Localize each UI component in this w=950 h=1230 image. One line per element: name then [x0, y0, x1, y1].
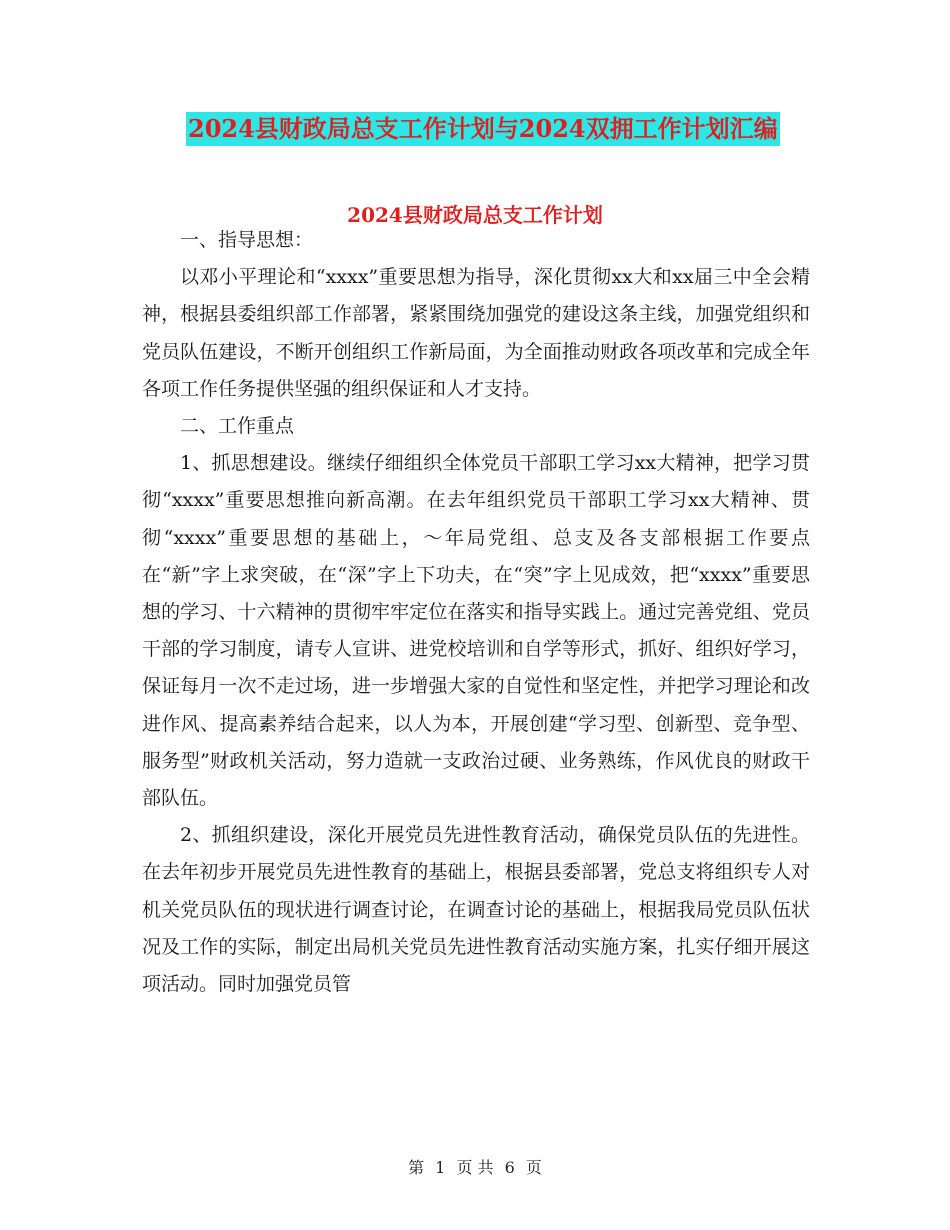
section-title: 2024县财政局总支工作计划 [347, 203, 603, 227]
footer-total-pages: 6 [504, 1158, 515, 1177]
heading-guiding-ideology: 一、指导思想： [180, 229, 314, 251]
footer-middle: 页 共 [456, 1158, 494, 1177]
document-body [142, 222, 810, 1003]
paragraph-guiding-ideology: 以邓小平理论和“xxxx”重要思想为指导，深化贯彻xx大和xx届三中全会精神，根据县委组织部工作部署，紧紧围绕加强党的建设这条主线，加强党组织和党员队伍建设，不断开创组织工作新局面，为全面推动财政各项改革和完成全年各项工作任务提供坚强的组织保证和人才支持。 [142, 266, 810, 400]
paragraph-organizational-building: 2、抓组织建设，深化开展党员先进性教育活动，确保党员队伍的先进性。在去年初步开展党员先进性教育的基础上，根据县委部署，党总支将组织专人对机关党员队伍的现状进行调查讨论，在调查讨论的基础上，根据我局党员队伍状况及工作的实际，制定出局机关党员先进性教育活动实施方案，扎实仔细开展这项活动。同时加强党员管 [142, 824, 810, 996]
page-footer [0, 1155, 950, 1178]
heading-work-focus: 二、工作重点 [180, 415, 295, 438]
document-title: 2024县财政局总支工作计划与2024双拥工作计划汇编 [186, 112, 780, 146]
footer-prefix: 第 [408, 1158, 425, 1177]
paragraph-ideological-building: 1、抓思想建设。继续仔细组织全体党员干部职工学习xx大精神，把学习贯彻“xxxx”重要思想推向新高潮。在去年组织党员干部职工学习xx大精神、贯彻“xxxx”重要思想的基础上，～年局党组、总支及各支部根据工作要点在“新”字上求突破，在“深”字上下功夫，在“突”字上见成效，把“xxxx”重要思想的学习、十六精神的贯彻牢牢定位在落实和指导实践上。通过完善党组、党员干部的学习制度，请专人宣讲、进党校培训和自学等形式，抓好、组织好学习，保证每月一次不走过场，进一步增强大家的自觉性和坚定性，并把学习理论和改进作风、提高素养结合起来，以人为本，开展创建“学习型、创新型、竞争型、服务型”财政机关活动，努力造就一支政治过硬、业务熟练，作风优良的财政干部队伍。 [142, 452, 810, 810]
footer-page-number: 1 [435, 1158, 446, 1177]
footer-suffix: 页 [525, 1158, 542, 1177]
